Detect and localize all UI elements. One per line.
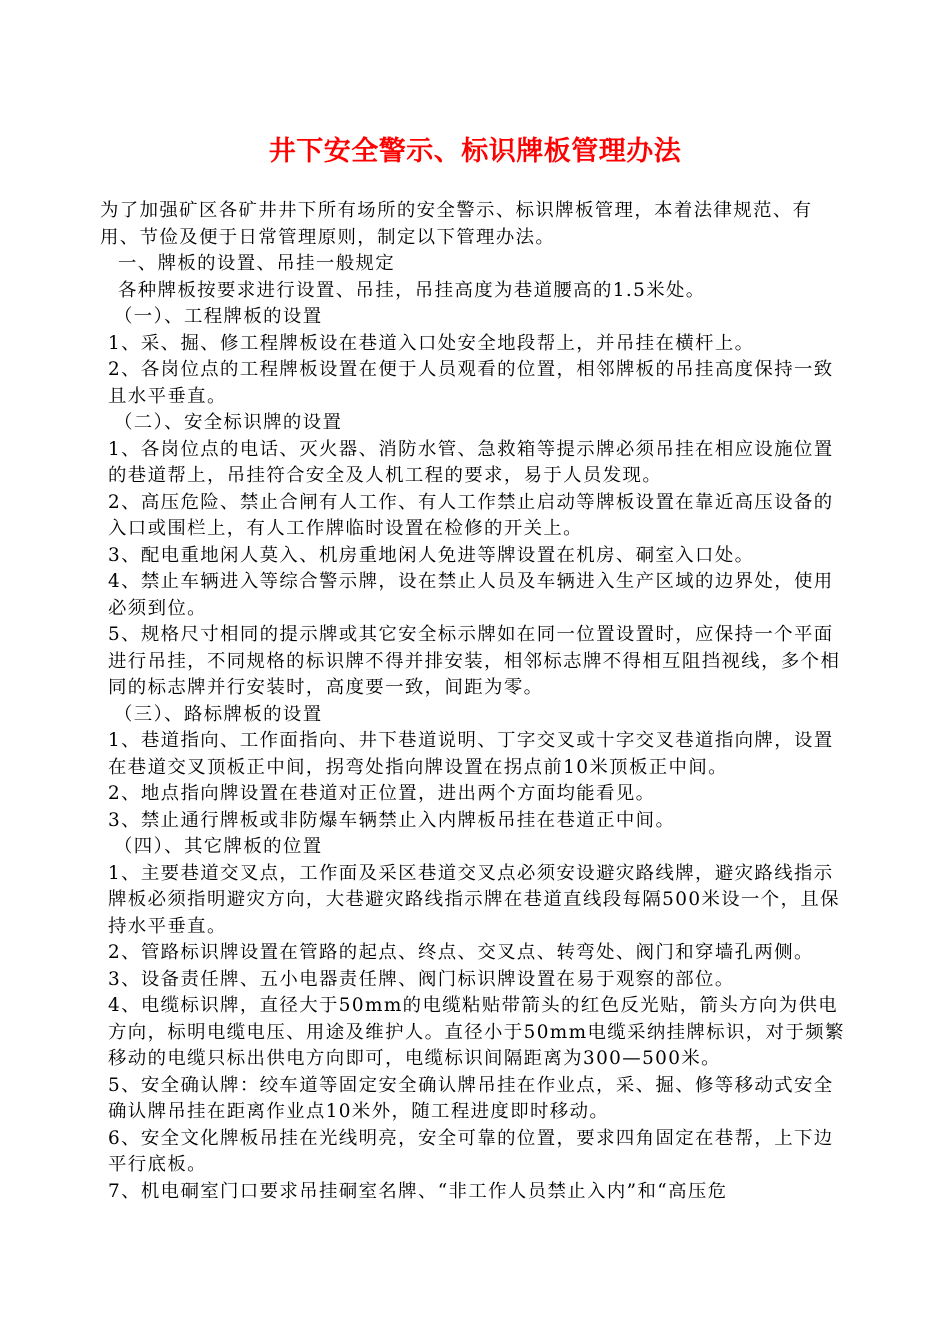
paragraph: 2、各岗位点的工程牌板设置在便于人员观看的位置，相邻牌板的吊挂高度保持一致且水平垂直。 (108, 359, 834, 407)
paragraph: 1、采、掘、修工程牌板设在巷道入口处安全地段帮上，并吊挂在横杆上。 (108, 332, 755, 354)
subsection-heading-3: （三）、路标牌板的设置 (114, 703, 323, 725)
paragraph: 5、安全确认牌：绞车道等固定安全确认牌吊挂在作业点，采、掘、修等移动式安全确认牌吊挂在距离作业点10米外，随工程进度即时移动。 (108, 1074, 834, 1122)
subsection-heading-1: （一）、工程牌板的设置 (114, 306, 323, 327)
paragraph: 5、规格尺寸相同的提示牌或其它安全标示牌如在同一位置设置时，应保持一个平面进行吊挂，不同规格的标识牌不得并排安装，相邻标志牌不得相互阻挡视线，多个相同的标志牌并行安装时，高度要一致，间距为零。 (108, 624, 841, 698)
subsection-heading-2: （二）、安全标识牌的设置 (114, 412, 343, 433)
section-heading-1: 一、牌板的设置、吊挂一般规定 (118, 253, 396, 274)
paragraph: 7、机电硐室门口要求吊挂硐室名牌、“非工作人员禁止入内”和“高压危 (108, 1180, 728, 1202)
paragraph: 3、禁止通行牌板或非防爆车辆禁止入内牌板吊挂在巷道正中间。 (108, 809, 676, 831)
paragraph: 2、地点指向牌设置在巷道对正位置，进出两个方面均能看见。 (108, 783, 656, 804)
paragraph: 2、高压危险、禁止合闸有人工作、有人工作禁止启动等牌板设置在靠近高压设备的入口或围栏上，有人工作牌临时设置在检修的开关上。 (108, 491, 834, 539)
intro-paragraph: 为了加强矿区各矿井井下所有场所的安全警示、标识牌板管理，本着法律规范、有用、节俭及便于日常管理原则，制定以下管理办法。 (100, 200, 813, 248)
paragraph: 3、配电重地闲人莫入、机房重地闲人免进等牌设置在机房、硐室入口处。 (108, 544, 755, 566)
document-body (100, 198, 852, 1205)
paragraph: 各种牌板按要求进行设置、吊挂，吊挂高度为巷道腰高的1.5米处。 (118, 279, 706, 301)
paragraph: 6、安全文化牌板吊挂在光线明亮，安全可靠的位置，要求四角固定在巷帮，上下边平行底板。 (108, 1127, 834, 1175)
document-title: 井下安全警示、标识牌板管理办法 (268, 136, 682, 167)
paragraph: 3、设备责任牌、五小电器责任牌、阀门标识牌设置在易于观察的部位。 (108, 968, 735, 990)
paragraph: 2、管路标识牌设置在管路的起点、终点、交叉点、转弯处、阀门和穿墙孔两侧。 (108, 942, 814, 963)
subsection-heading-4: （四）、其它牌板的位置 (114, 836, 323, 857)
paragraph: 4、禁止车辆进入等综合警示牌，设在禁止人员及车辆进入生产区域的边界处，使用必须到位。 (108, 571, 834, 619)
paragraph: 1、各岗位点的电话、灭火器、消防水管、急救箱等提示牌必须吊挂在相应设施位置的巷道帮上，吊挂符合安全及人机工程的要求，易于人员发现。 (108, 438, 834, 486)
paragraph: 1、巷道指向、工作面指向、井下巷道说明、丁字交叉或十字交叉巷道指向牌，设置在巷道交叉顶板正中间，拐弯处指向牌设置在拐点前10米顶板正中间。 (108, 730, 834, 778)
paragraph: 1、主要巷道交叉点，工作面及采区巷道交叉点必须安设避灾路线牌，避灾路线指示牌板必须指明避灾方向，大巷避灾路线指示牌在巷道直线段每隔500米设一个，且保持水平垂直。 (108, 862, 840, 937)
paragraph: 4、电缆标识牌，直径大于50mm的电缆粘贴带箭头的红色反光贴，箭头方向为供电方向，标明电缆电压、用途及维护人。直径小于50mm电缆采纳挂牌标识，对于频繁移动的电缆只标出供电方向即可，电缆标识间隔距离为300—500米。 (108, 995, 845, 1069)
